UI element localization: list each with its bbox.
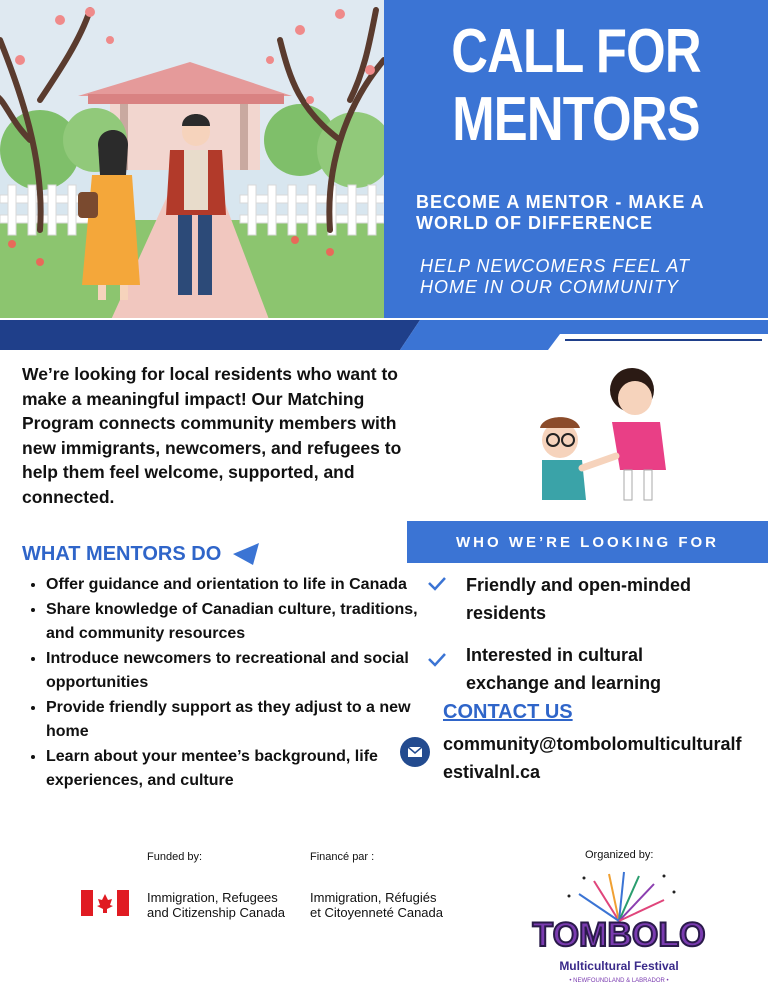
agency-en-line-1: Immigration, Refugees bbox=[147, 890, 278, 905]
header-stripe bbox=[0, 318, 768, 352]
hero-illustration bbox=[0, 0, 384, 322]
check-icon bbox=[428, 577, 446, 591]
finance-par-label: Financé par : bbox=[310, 851, 375, 863]
who-section-header: WHO WE’RE LOOKING FOR bbox=[407, 521, 768, 563]
mail-icon bbox=[400, 737, 430, 767]
list-item: • Share knowledge of Canadian culture, traditions, and community resources bbox=[46, 598, 431, 647]
check-icon bbox=[428, 653, 446, 667]
who-item-text: Interested in cultural exchange and learning bbox=[466, 645, 662, 693]
children-illustration bbox=[520, 360, 690, 510]
mentors-title-text: WHAT MENTORS DO bbox=[22, 542, 222, 565]
funded-by-label: Funded by: bbox=[147, 851, 203, 863]
tombolo-logo bbox=[524, 866, 714, 986]
agency-fr-line-2: et Citoyenneté Canada bbox=[310, 905, 443, 920]
list-item: • Learn about your mentee’s background, life experiences, and culture bbox=[46, 745, 431, 794]
canada-flag-icon bbox=[81, 890, 129, 916]
title-line-2: MENTORS bbox=[452, 85, 700, 154]
mentors-list bbox=[22, 573, 431, 794]
tagline: HELP NEWCOMERS FEEL AT HOME IN OUR COMMUNITY bbox=[420, 256, 691, 297]
contact-title[interactable]: CONTACT US bbox=[443, 701, 573, 723]
who-item-text: Friendly and open-minded residents bbox=[466, 575, 692, 623]
arrow-icon bbox=[231, 541, 261, 567]
agency-fr-line-1: Immigration, Réfugiés bbox=[310, 890, 437, 905]
logo-name: TOMBOLO bbox=[532, 916, 706, 954]
agency-en-line-2: and Citizenship Canada bbox=[147, 905, 286, 920]
title-line-1: CALL FOR bbox=[451, 17, 701, 86]
contact-email[interactable]: community@tombolomulticulturalfestivalnl.ca bbox=[443, 734, 742, 782]
page-title bbox=[419, 18, 734, 154]
subtitle: BECOME A MENTOR - MAKE A WORLD OF DIFFERENCE bbox=[416, 192, 704, 233]
list-item: • Offer guidance and orientation to life in Canada bbox=[46, 573, 431, 598]
organized-by-label: Organized by: bbox=[585, 849, 654, 861]
logo-subtitle: Multicultural Festival bbox=[559, 959, 679, 973]
who-item-2 bbox=[428, 641, 728, 697]
logo-region: • NEWFOUNDLAND & LABRADOR • bbox=[569, 978, 669, 984]
intro-text: We’re looking for local residents who want to make a meaningful impact! Our Matching Program connects community members with new immigrants, newcomers, and refugees to help them feel welcome, supported, and connected. bbox=[22, 364, 402, 507]
who-item-1 bbox=[428, 571, 728, 627]
agency-name-fr bbox=[310, 890, 443, 920]
list-item: • Provide friendly support as they adjust to a new home bbox=[46, 696, 431, 745]
list-item: • Introduce newcomers to recreational and social opportunities bbox=[46, 647, 431, 696]
agency-name-en bbox=[147, 890, 285, 920]
mentors-section-title bbox=[22, 541, 261, 567]
